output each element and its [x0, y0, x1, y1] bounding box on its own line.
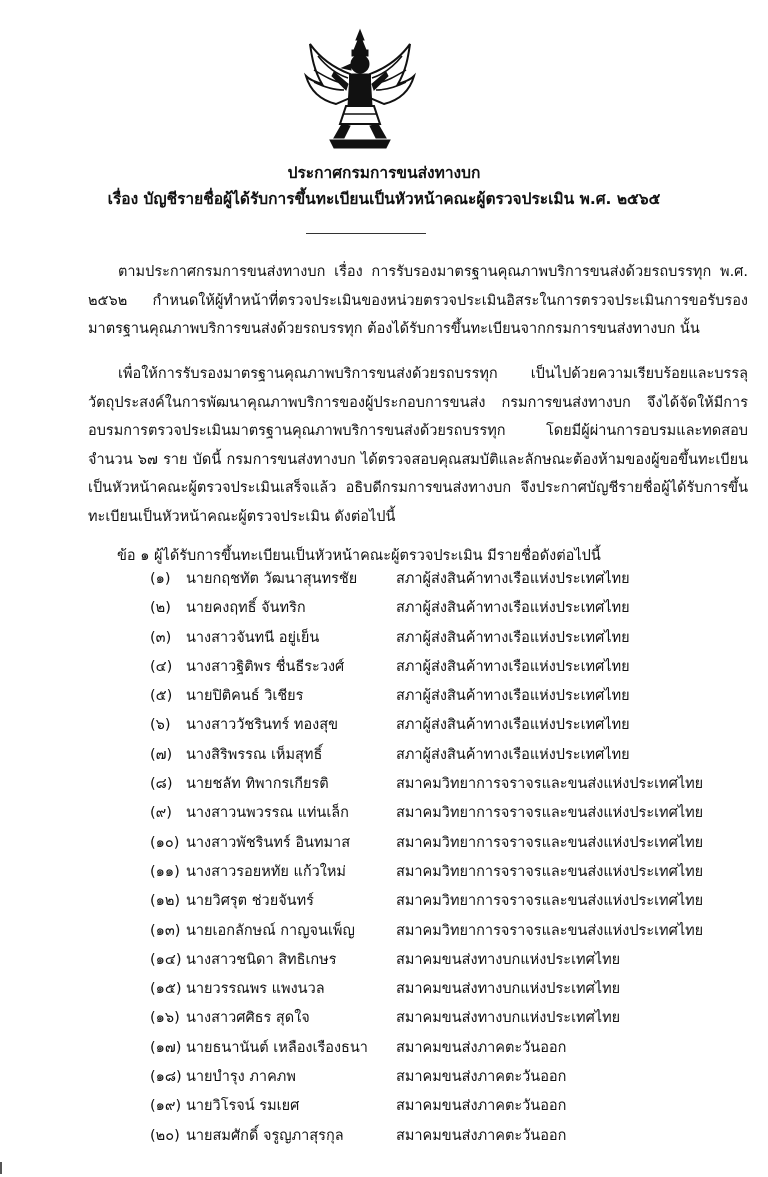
registrant-name: นางสาวจันทนี อยู่เย็น	[186, 629, 320, 646]
registrant-name: นายธนานันต์ เหลืองเรืองธนา	[186, 1039, 368, 1056]
registrant-name: นายเอกลักษณ์ กาญจนเพ็ญ	[186, 922, 355, 939]
registrant-organization: สมาคมขนส่งภาคตะวันออก	[396, 1069, 567, 1086]
registrant-organization: สมาคมขนส่งทางบกแห่งประเทศไทย	[396, 981, 621, 998]
list-item	[150, 1034, 750, 1063]
registrant-name: นายชลัท ทิพากรเกียรติ	[186, 776, 329, 793]
entry-number: (๓)	[150, 629, 172, 646]
list-item	[150, 1063, 750, 1092]
registrant-organization: สภาผู้ส่งสินค้าทางเรือแห่งประเทศไทย	[396, 746, 630, 763]
list-item	[150, 887, 750, 916]
entry-number: (๙)	[150, 805, 172, 822]
paragraph-1-text: ตามประกาศกรมการขนส่งทางบก เรื่อง การรับรองมาตรฐานคุณภาพบริการขนส่งด้วยรถบรรทุก พ.ศ. ๒๕๖๒ กำหนดให้ผู้ทำหน้าที่ตรวจประเมินของหน่วยตรวจประเมินอิสระในการตรวจประเมินการขอรับรองมาตรฐานคุณภาพบริการขนส่งด้วยรถบรรทุก ต้องได้รับการขึ้นทะเบียนจากกรมการขนส่งทางบก นั้น	[88, 264, 748, 337]
registrant-name: นายวรรณพร แพงนวล	[186, 981, 325, 998]
list-item	[150, 653, 750, 682]
registrant-organization: สภาผู้ส่งสินค้าทางเรือแห่งประเทศไทย	[396, 688, 630, 705]
list-item	[150, 565, 750, 594]
registrant-organization: สมาคมวิทยาการจราจรและขนส่งแห่งประเทศไทย	[396, 863, 704, 880]
entry-number: (๑๖)	[150, 1010, 180, 1027]
registrant-name: นายสมศักดิ์ จรูญภาสุรกุล	[186, 1127, 344, 1144]
entry-number: (๑๔)	[150, 951, 182, 968]
entry-number: (๑๕)	[150, 981, 182, 998]
registrant-list	[150, 565, 750, 1151]
list-item	[150, 624, 750, 653]
registrant-organization: สมาคมขนส่งภาคตะวันออก	[396, 1127, 567, 1144]
list-item	[150, 799, 750, 828]
registrant-organization: สมาคมขนส่งภาคตะวันออก	[396, 1098, 567, 1115]
registrant-name: นายคงฤทธิ์ จันทริก	[186, 600, 306, 617]
list-item	[150, 946, 750, 975]
announcement-heading	[0, 160, 768, 212]
registrant-name: นางสาวชนิดา สิทธิเกษร	[186, 951, 337, 968]
list-item	[150, 829, 750, 858]
registrant-organization: สมาคมวิทยาการจราจรและขนส่งแห่งประเทศไทย	[396, 776, 704, 793]
entry-number: (๑๐)	[150, 834, 180, 851]
registrant-organization: สมาคมขนส่งภาคตะวันออก	[396, 1039, 567, 1056]
list-item	[150, 741, 750, 770]
garuda-emblem-icon	[304, 28, 416, 150]
heading-divider	[306, 233, 426, 234]
list-item	[150, 1004, 750, 1033]
entry-number: (๑๓)	[150, 922, 181, 939]
registrant-name: นางสาวรอยหทัย แก้วใหม่	[186, 863, 346, 880]
entry-number: (๑๘)	[150, 1069, 182, 1086]
registrant-name: นายกฤชทัต วัฒนาสุนทรชัย	[186, 571, 358, 587]
registrant-name: นางสิริพรรณ เห็มสุทธิ์	[186, 746, 323, 763]
registrant-organization: สภาผู้ส่งสินค้าทางเรือแห่งประเทศไทย	[396, 629, 630, 646]
entry-number: (๒)	[150, 600, 171, 617]
entry-number: (๑๒)	[150, 893, 181, 910]
registrant-organization: สภาผู้ส่งสินค้าทางเรือแห่งประเทศไทย	[396, 717, 630, 734]
entry-number: (๘)	[150, 776, 173, 793]
entry-number: (๑๗)	[150, 1039, 182, 1056]
registrant-organization: สภาผู้ส่งสินค้าทางเรือแห่งประเทศไทย	[396, 600, 630, 617]
registrant-organization: สมาคมขนส่งทางบกแห่งประเทศไทย	[396, 1010, 621, 1027]
registrant-organization: สภาผู้ส่งสินค้าทางเรือแห่งประเทศไทย	[396, 658, 630, 675]
registrant-name: นายวิศรุต ช่วยจันทร์	[186, 893, 314, 910]
list-item	[150, 594, 750, 623]
paragraph-2-text: เพื่อให้การรับรองมาตรฐานคุณภาพบริการขนส่งด้วยรถบรรทุก เป็นไปด้วยความเรียบร้อยและบรรลุวัตถุประสงค์ในการพัฒนาคุณภาพบริการของผู้ประกอบการขนส่ง กรมการขนส่งทางบก จึงได้จัดให้มีการอบรมการตรวจประเมินมาตรฐานคุณภาพบริการขนส่งด้วยรถบรรทุก โดยมีผู้ผ่านการอบรมและทดสอบจำนวน ๖๗ ราย บัดนี้ กรมการขนส่งทางบก ได้ตรวจสอบคุณสมบัติและลักษณะต้องห้ามของผู้ขอขึ้นทะเบียนเป็นหัวหน้าคณะผู้ตรวจประเมินเสร็จแล้ว อธิบดีกรมการขนส่งทางบก จึงประกาศบัญชีรายชื่อผู้ได้รับการขึ้นทะเบียนเป็นหัวหน้าคณะผู้ตรวจประเมิน ดังต่อไปนี้	[88, 366, 748, 525]
entry-number: (๒๐)	[150, 1127, 180, 1144]
entry-number: (๖)	[150, 717, 171, 734]
entry-number: (๑)	[150, 571, 171, 587]
list-item	[150, 858, 750, 887]
issuer-title: ประกาศกรมการขนส่งทางบก	[287, 164, 481, 182]
entry-number: (๗)	[150, 746, 173, 763]
paragraph-purpose	[88, 360, 748, 531]
entry-number: (๕)	[150, 688, 173, 705]
clause-1-heading: ข้อ ๑ ผู้ได้รับการขึ้นทะเบียนเป็นหัวหน้าคณะผู้ตรวจประเมิน มีรายชื่อดังต่อไปนี้	[117, 548, 601, 564]
entry-number: (๑๑)	[150, 863, 180, 880]
registrant-organization: สมาคมวิทยาการจราจรและขนส่งแห่งประเทศไทย	[396, 805, 704, 822]
list-item	[150, 711, 750, 740]
list-item	[150, 917, 750, 946]
list-item	[150, 1122, 750, 1151]
registrant-name: นายวิโรจน์ รมเยศ	[186, 1098, 300, 1115]
scan-edge-mark	[0, 1162, 2, 1174]
registrant-organization: สมาคมวิทยาการจราจรและขนส่งแห่งประเทศไทย	[396, 893, 704, 910]
registrant-name: นายปิติคนธ์ วิเชียร	[186, 688, 304, 705]
subject-title: เรื่อง บัญชีรายชื่อผู้ได้รับการขึ้นทะเบียนเป็นหัวหน้าคณะผู้ตรวจประเมิน พ.ศ. ๒๕๖๕	[107, 190, 661, 208]
paragraph-background	[88, 258, 748, 344]
registrant-name: นางสาวศศิธร สุดใจ	[186, 1010, 310, 1027]
registrant-name: นางสาวพัชรินทร์ อินทมาส	[186, 834, 351, 851]
list-item	[150, 975, 750, 1004]
list-item	[150, 770, 750, 799]
list-item	[150, 1092, 750, 1121]
registrant-organization: สภาผู้ส่งสินค้าทางเรือแห่งประเทศไทย	[396, 571, 630, 587]
registrant-name: นายบำรุง ภาคภพ	[186, 1069, 296, 1086]
registrant-name: นางสาวนพวรรณ แท่นเล็ก	[186, 805, 349, 822]
registrant-organization: สมาคมวิทยาการจราจรและขนส่งแห่งประเทศไทย	[396, 834, 704, 851]
registrant-name: นางสาวฐิติพร ชื่นธีระวงศ์	[186, 658, 345, 675]
registrant-name: นางสาววัชรินทร์ ทองสุข	[186, 717, 339, 734]
list-item	[150, 682, 750, 711]
registrant-organization: สมาคมวิทยาการจราจรและขนส่งแห่งประเทศไทย	[396, 922, 704, 939]
entry-number: (๔)	[150, 658, 173, 675]
entry-number: (๑๙)	[150, 1098, 182, 1115]
registrant-organization: สมาคมขนส่งทางบกแห่งประเทศไทย	[396, 951, 621, 968]
